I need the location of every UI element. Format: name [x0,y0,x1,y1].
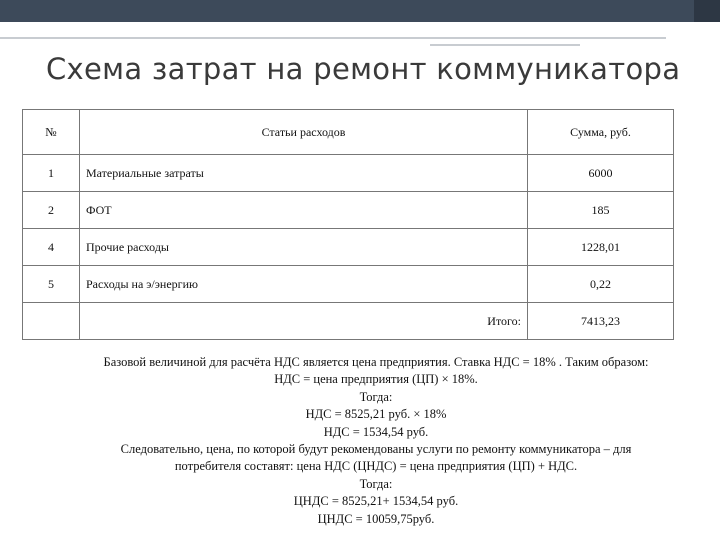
vat-explanation [56,354,696,528]
text-line: Следовательно, цена, по которой будут рекомендованы услуги по ремонту коммуникатора – для [120,442,632,457]
text-line: Тогда: [359,389,393,404]
text-line: НДС = цена предприятия (ЦП) × 18%. [274,372,478,387]
row-sum: 185 [528,192,674,229]
table-total-row [23,303,674,340]
row-num: 4 [23,229,80,266]
text-line: НДС = 8525,21 руб. × 18% [305,407,447,422]
table-row [23,192,674,229]
header-item: Статьи расходов [80,110,528,155]
row-item: ФОТ [80,192,528,229]
row-sum: 6000 [528,155,674,192]
top-banner-accent [694,0,720,22]
text-line: ЦНДС = 8525,21+ 1534,54 руб. [293,494,459,509]
text-line: потребителя составят: цена НДС (ЦНДС) = цена предприятия (ЦП) + НДС. [174,459,578,474]
text-line: Тогда: [359,476,393,491]
row-num: 2 [23,192,80,229]
table-row [23,266,674,303]
decorative-line [430,44,580,46]
row-item: Расходы на э/энергию [80,266,528,303]
slide-title: Схема затрат на ремонт коммуникатора [46,52,681,86]
top-banner [0,0,720,22]
row-num: 1 [23,155,80,192]
row-num: 5 [23,266,80,303]
row-item: Материальные затраты [80,155,528,192]
total-label: Итого: [80,303,528,340]
row-item: Прочие расходы [80,229,528,266]
text-line: НДС = 1534,54 руб. [323,424,429,439]
cost-table [22,109,674,340]
row-sum: 0,22 [528,266,674,303]
header-sum: Сумма, руб. [528,110,674,155]
text-line: ЦНДС = 10059,75руб. [317,511,435,526]
table-header-row [23,110,674,155]
header-num: № [23,110,80,155]
table-row [23,155,674,192]
total-value: 7413,23 [528,303,674,340]
table-row [23,229,674,266]
row-sum: 1228,01 [528,229,674,266]
total-empty-cell [23,303,80,340]
decorative-line [0,37,666,39]
text-line: Базовой величиной для расчёта НДС является цена предприятия. Ставка НДС = 18% . Таким образом: [103,355,649,369]
